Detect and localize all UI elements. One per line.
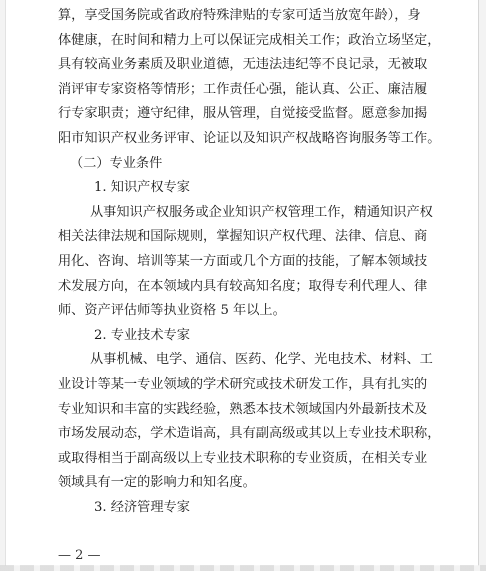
text-line: 行专家职责；遵守纪律，服从管理，自觉接受监督。愿意参加揭 bbox=[58, 106, 428, 122]
item-title: 3. 经济管理专家 bbox=[94, 500, 190, 515]
page-number: — 2 — bbox=[58, 548, 101, 563]
text-line: 具有较高业务素质及职业道德，无违法违纪等不良记录，无被取 bbox=[58, 57, 428, 73]
item-title: 1. 知识产权专家 bbox=[94, 180, 190, 196]
document-page bbox=[6, 0, 478, 566]
text-line: 领域具有一定的影响力和知名度。 bbox=[58, 475, 256, 491]
text-line: 阳市知识产权业务评审、论证以及知识产权战略咨询服务等工作。 bbox=[58, 131, 441, 146]
text-line: 从事知识产权服务或企业知识产权管理工作，精通知识产权 bbox=[90, 204, 433, 220]
text-line: 或取得相当于副高级以上专业技术职称的专业资质，在相关专业 bbox=[58, 450, 428, 466]
text-line: 从事机械、电学、通信、医药、化学、光电技术、材料、工 bbox=[90, 352, 433, 368]
horizontal-scrollbar[interactable] bbox=[0, 565, 486, 571]
text-line: 业设计等某一专业领域的学术研究或技术研发工作，具有扎实的 bbox=[58, 377, 428, 392]
text-line: 市场发展动态，学术造诣高，具有副高级或其以上专业技术职称， bbox=[58, 426, 441, 442]
text-line: 算，享受国务院或省政府特殊津贴的专家可适当放宽年龄），身 bbox=[58, 8, 421, 23]
text-line: 术发展方向，在本领域内具有较高知名度；取得专利代理人、律 bbox=[58, 278, 428, 294]
text-line: 用化、咨询、培训等某一方面或几个方面的技能，了解本领域技 bbox=[58, 254, 428, 269]
text-line: 体健康，在时间和精力上可以保证完成相关工作；政治立场坚定， bbox=[58, 32, 441, 48]
item-title: 2. 专业技术专家 bbox=[94, 327, 190, 343]
text-line: 专业知识和丰富的实践经验，熟悉本技术领域国内外最新技术及 bbox=[58, 401, 428, 417]
section-heading: （二）专业条件 bbox=[70, 155, 163, 171]
text-line: 消评审专家资格等情形；工作责任心强，能认真、公正、廉洁履 bbox=[58, 81, 428, 97]
text-line: 师、资产评估师等执业资格 5 年以上。 bbox=[58, 303, 286, 319]
text-line: 相关法律法规和国际规则，掌握知识产权代理、法律、信息、商 bbox=[58, 229, 428, 245]
